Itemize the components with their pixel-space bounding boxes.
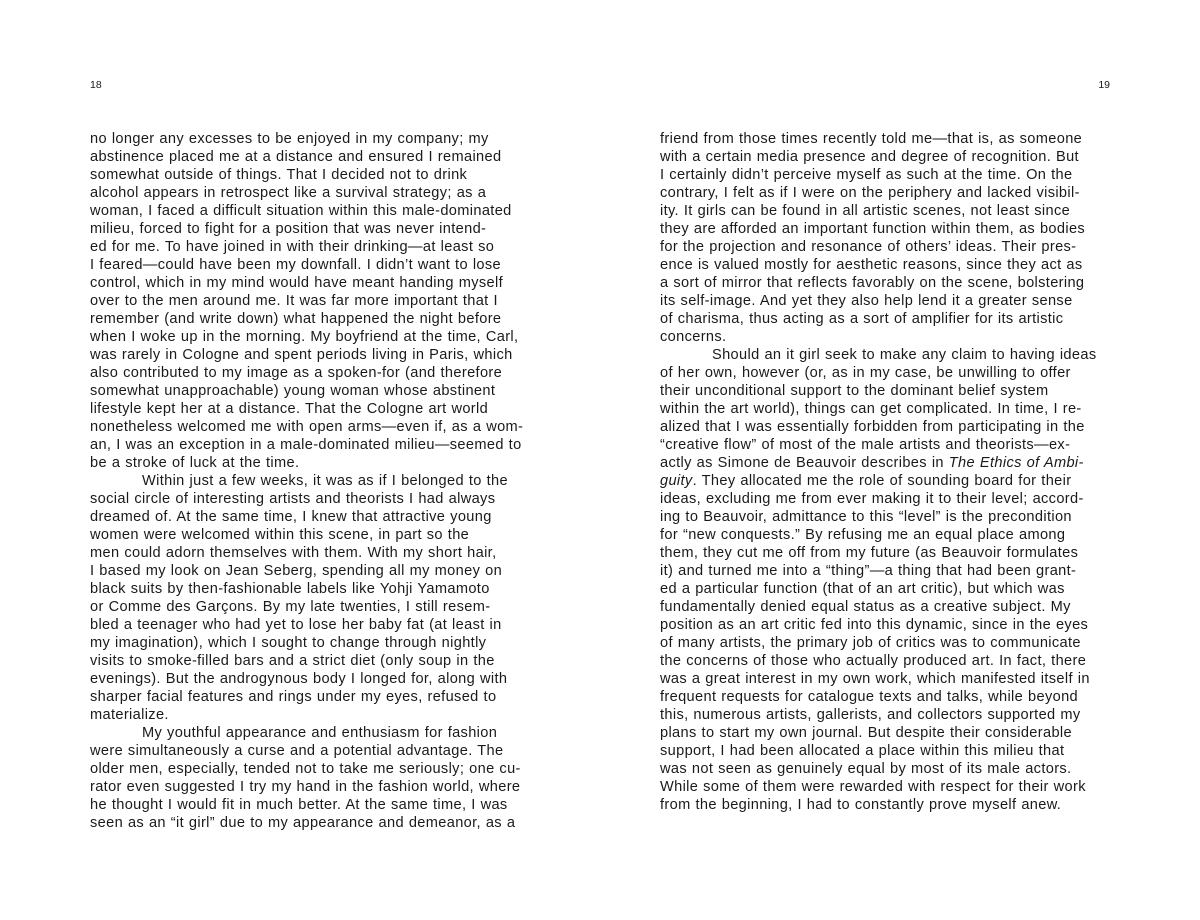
text-line bbox=[660, 220, 1112, 238]
text-line bbox=[660, 652, 1112, 670]
line-text: the concerns of those who actually produced art. In fact, there bbox=[660, 653, 1087, 669]
text-line bbox=[90, 130, 560, 148]
line-text: also contributed to my image as a spoken-for (and therefore bbox=[90, 365, 503, 381]
text-line bbox=[90, 796, 560, 814]
text-line bbox=[90, 184, 560, 202]
line-text: friend from those times recently told me—that is, as someone bbox=[660, 131, 1083, 147]
line-text: concerns. bbox=[660, 329, 727, 345]
page-number: 19 bbox=[1098, 79, 1110, 91]
text-line bbox=[660, 238, 1112, 256]
text-line bbox=[90, 472, 560, 490]
line-text: support, I had been allocated a place within this milieu that bbox=[660, 743, 1065, 759]
line-text: it) and turned me into a “thing”—a thing that had been grant- bbox=[660, 563, 1077, 579]
text-line bbox=[90, 202, 560, 220]
line-text: rator even suggested I try my hand in the fashion world, where bbox=[90, 779, 521, 795]
line-text: ing to Beauvoir, admittance to this “level” is the precondition bbox=[660, 509, 1072, 525]
line-text: I based my look on Jean Seberg, spending all my money on bbox=[90, 563, 503, 579]
line-text: he thought I would fit in much better. At the same time, I was bbox=[90, 797, 508, 813]
line-text: alized that I was essentially forbidden from participating in the bbox=[660, 419, 1085, 435]
book-title-italic: The Ethics of Ambi- bbox=[948, 455, 1084, 471]
text-line bbox=[90, 562, 560, 580]
text-line bbox=[90, 598, 560, 616]
line-text: materialize. bbox=[90, 707, 169, 723]
text-line bbox=[90, 148, 560, 166]
line-text: control, which in my mind would have meant handing myself bbox=[90, 275, 503, 291]
line-text: bled a teenager who had yet to lose her baby fat (at least in bbox=[90, 617, 502, 633]
line-text: woman, I faced a difficult situation within this male-dominated bbox=[90, 203, 512, 219]
text-line bbox=[90, 544, 560, 562]
text-line bbox=[660, 526, 1112, 544]
text-line bbox=[90, 688, 560, 706]
text-line bbox=[660, 436, 1112, 454]
text-line bbox=[660, 598, 1112, 616]
line-text: abstinence placed me at a distance and ensured I remained bbox=[90, 149, 502, 165]
text-line bbox=[660, 508, 1112, 526]
text-line bbox=[660, 148, 1112, 166]
text-line bbox=[660, 760, 1112, 778]
line-text: men could adorn themselves with them. With my short hair, bbox=[90, 545, 497, 561]
page-number: 18 bbox=[90, 79, 102, 91]
line-text: My youthful appearance and enthusiasm for fashion bbox=[142, 725, 498, 741]
line-text: lifestyle kept her at a distance. That the Cologne art world bbox=[90, 401, 489, 417]
line-text: an, I was an exception in a male-dominated milieu—seemed to bbox=[90, 437, 522, 453]
text-line bbox=[660, 724, 1112, 742]
line-text: dreamed of. At the same time, I knew that attractive young bbox=[90, 509, 492, 525]
line-text: within the art world), things can get complicated. In time, I re- bbox=[660, 401, 1082, 417]
text-line bbox=[90, 166, 560, 184]
text-line bbox=[90, 346, 560, 364]
line-text: no longer any excesses to be enjoyed in my company; my bbox=[90, 131, 489, 147]
line-text: I feared—could have been my downfall. I didn’t want to lose bbox=[90, 257, 501, 273]
line-text: black suits by then-fashionable labels like Yohji Yamamoto bbox=[90, 581, 490, 597]
line-text: While some of them were rewarded with respect for their work bbox=[660, 779, 1086, 795]
line-text: somewhat unapproachable) young woman whose abstinent bbox=[90, 383, 496, 399]
text-line bbox=[660, 184, 1112, 202]
line-text: ence is valued mostly for aesthetic reasons, since they act as bbox=[660, 257, 1083, 273]
text-line bbox=[660, 328, 1112, 346]
line-text: its self-image. And yet they also help lend it a greater sense bbox=[660, 293, 1073, 309]
line-text: visits to smoke-filled bars and a strict diet (only soup in the bbox=[90, 653, 495, 669]
text-line bbox=[90, 418, 560, 436]
text-line bbox=[660, 400, 1112, 418]
text-line bbox=[90, 436, 560, 454]
text-line bbox=[90, 706, 560, 724]
line-text: with a certain media presence and degree of recognition. But bbox=[660, 149, 1079, 165]
left-page bbox=[90, 0, 560, 920]
line-text: Within just a few weeks, it was as if I belonged to the bbox=[142, 473, 508, 489]
text-line bbox=[90, 328, 560, 346]
text-line bbox=[660, 256, 1112, 274]
text-line bbox=[660, 778, 1112, 796]
line-text: they are afforded an important function within them, as bodies bbox=[660, 221, 1086, 237]
line-text: Should an it girl seek to make any claim to having ideas bbox=[712, 347, 1097, 363]
text-line bbox=[90, 760, 560, 778]
text-line bbox=[90, 400, 560, 418]
line-text: I certainly didn’t perceive myself as such at the time. On the bbox=[660, 167, 1073, 183]
line-text: of charisma, thus acting as a sort of amplifier for its artistic bbox=[660, 311, 1064, 327]
line-text: my imagination), which I sought to change through nightly bbox=[90, 635, 487, 651]
text-line bbox=[660, 742, 1112, 760]
text-line bbox=[660, 634, 1112, 652]
line-text: somewhat outside of things. That I decided not to drink bbox=[90, 167, 468, 183]
line-text: was rarely in Cologne and spent periods living in Paris, which bbox=[90, 347, 513, 363]
line-text: ideas, excluding me from ever making it to their level; accord- bbox=[660, 491, 1084, 507]
text-line bbox=[90, 454, 560, 472]
line-text: for “new conquests.” By refusing me an equal place among bbox=[660, 527, 1066, 543]
line-text: older men, especially, tended not to take me seriously; one cu- bbox=[90, 761, 521, 777]
text-line bbox=[660, 130, 1112, 148]
text-line bbox=[660, 544, 1112, 562]
text-line bbox=[660, 472, 1112, 490]
line-text: evenings). But the androgynous body I longed for, along with bbox=[90, 671, 508, 687]
line-text: “creative flow” of most of the male artists and theorists—ex- bbox=[660, 437, 1071, 453]
text-line bbox=[660, 292, 1112, 310]
line-text: frequent requests for catalogue texts and talks, while beyond bbox=[660, 689, 1078, 705]
line-text: their unconditional support to the dominant belief system bbox=[660, 383, 1049, 399]
line-text: be a stroke of luck at the time. bbox=[90, 455, 300, 471]
line-text: was not seen as genuinely equal by most of its male actors. bbox=[660, 761, 1072, 777]
line-text: plans to start my own journal. But despite their considerable bbox=[660, 725, 1072, 741]
line-text: alcohol appears in retrospect like a survival strategy; as a bbox=[90, 185, 487, 201]
text-line bbox=[90, 382, 560, 400]
line-text: ity. It girls can be found in all artistic scenes, not least since bbox=[660, 203, 1071, 219]
line-text: when I woke up in the morning. My boyfriend at the time, Carl, bbox=[90, 329, 519, 345]
text-line bbox=[90, 220, 560, 238]
line-text: nonetheless welcomed me with open arms—even if, as a wom- bbox=[90, 419, 524, 435]
text-line bbox=[90, 292, 560, 310]
text-line bbox=[660, 346, 1112, 364]
text-line bbox=[90, 652, 560, 670]
text-line bbox=[660, 274, 1112, 292]
text-line bbox=[660, 418, 1112, 436]
text-line bbox=[660, 688, 1112, 706]
body-text bbox=[660, 130, 1112, 814]
text-line bbox=[90, 670, 560, 688]
text-line bbox=[660, 796, 1112, 814]
line-text: social circle of interesting artists and theorists I had always bbox=[90, 491, 496, 507]
text-line bbox=[660, 202, 1112, 220]
text-line bbox=[90, 580, 560, 598]
text-line bbox=[90, 274, 560, 292]
text-line bbox=[90, 526, 560, 544]
text-line bbox=[90, 742, 560, 760]
line-text: contrary, I felt as if I were on the periphery and lacked visibil- bbox=[660, 185, 1080, 201]
text-line bbox=[90, 364, 560, 382]
line-text: fundamentally denied equal status as a creative subject. My bbox=[660, 599, 1071, 615]
line-text: from the beginning, I had to constantly prove myself anew. bbox=[660, 797, 1062, 813]
line-text: actly as Simone de Beauvoir describes in bbox=[660, 455, 949, 471]
line-text: remember (and write down) what happened the night before bbox=[90, 311, 502, 327]
body-text bbox=[90, 130, 560, 832]
text-line bbox=[90, 778, 560, 796]
line-text: or Comme des Garçons. By my late twenties, I still resem- bbox=[90, 599, 491, 615]
line-text: of many artists, the primary job of critics was to communicate bbox=[660, 635, 1081, 651]
line-text: milieu, forced to fight for a position that was never intend- bbox=[90, 221, 487, 237]
line-text: this, numerous artists, gallerists, and collectors supported my bbox=[660, 707, 1081, 723]
text-line bbox=[660, 580, 1112, 598]
text-line bbox=[90, 238, 560, 256]
line-text: position as an art critic fed into this dynamic, since in the eyes bbox=[660, 617, 1089, 633]
text-line bbox=[660, 166, 1112, 184]
text-line bbox=[660, 706, 1112, 724]
text-line bbox=[660, 616, 1112, 634]
line-text: ed for me. To have joined in with their drinking—at least so bbox=[90, 239, 495, 255]
text-line bbox=[660, 490, 1112, 508]
line-text: them, they cut me off from my future (as Beauvoir formulates bbox=[660, 545, 1079, 561]
text-line bbox=[660, 364, 1112, 382]
line-text: sharper facial features and rings under my eyes, refused to bbox=[90, 689, 497, 705]
text-line bbox=[660, 310, 1112, 328]
text-line bbox=[660, 454, 1112, 472]
line-text: women were welcomed within this scene, in part so the bbox=[90, 527, 470, 543]
text-line bbox=[90, 634, 560, 652]
line-text: were simultaneously a curse and a potential advantage. The bbox=[90, 743, 504, 759]
text-line bbox=[90, 508, 560, 526]
line-text: of her own, however (or, as in my case, be unwilling to offer bbox=[660, 365, 1071, 381]
text-line bbox=[90, 490, 560, 508]
text-line bbox=[660, 562, 1112, 580]
text-line bbox=[90, 310, 560, 328]
text-line bbox=[660, 382, 1112, 400]
line-text-after: . They allocated me the role of sounding board for their bbox=[692, 473, 1072, 489]
line-text: ed a particular function (that of an art critic), but which was bbox=[660, 581, 1065, 597]
book-title-italic: guity bbox=[660, 473, 693, 489]
line-text: a sort of mirror that reflects favorably on the scene, bolstering bbox=[660, 275, 1085, 291]
line-text: was a great interest in my own work, which manifested itself in bbox=[660, 671, 1090, 687]
text-line bbox=[90, 724, 560, 742]
text-line bbox=[90, 616, 560, 634]
line-text: for the projection and resonance of others’ ideas. Their pres- bbox=[660, 239, 1077, 255]
text-line bbox=[660, 670, 1112, 688]
text-line bbox=[90, 814, 560, 832]
text-line bbox=[90, 256, 560, 274]
line-text: seen as an “it girl” due to my appearance and demeanor, as a bbox=[90, 815, 516, 831]
line-text: over to the men around me. It was far more important that I bbox=[90, 293, 498, 309]
right-page bbox=[660, 0, 1112, 920]
